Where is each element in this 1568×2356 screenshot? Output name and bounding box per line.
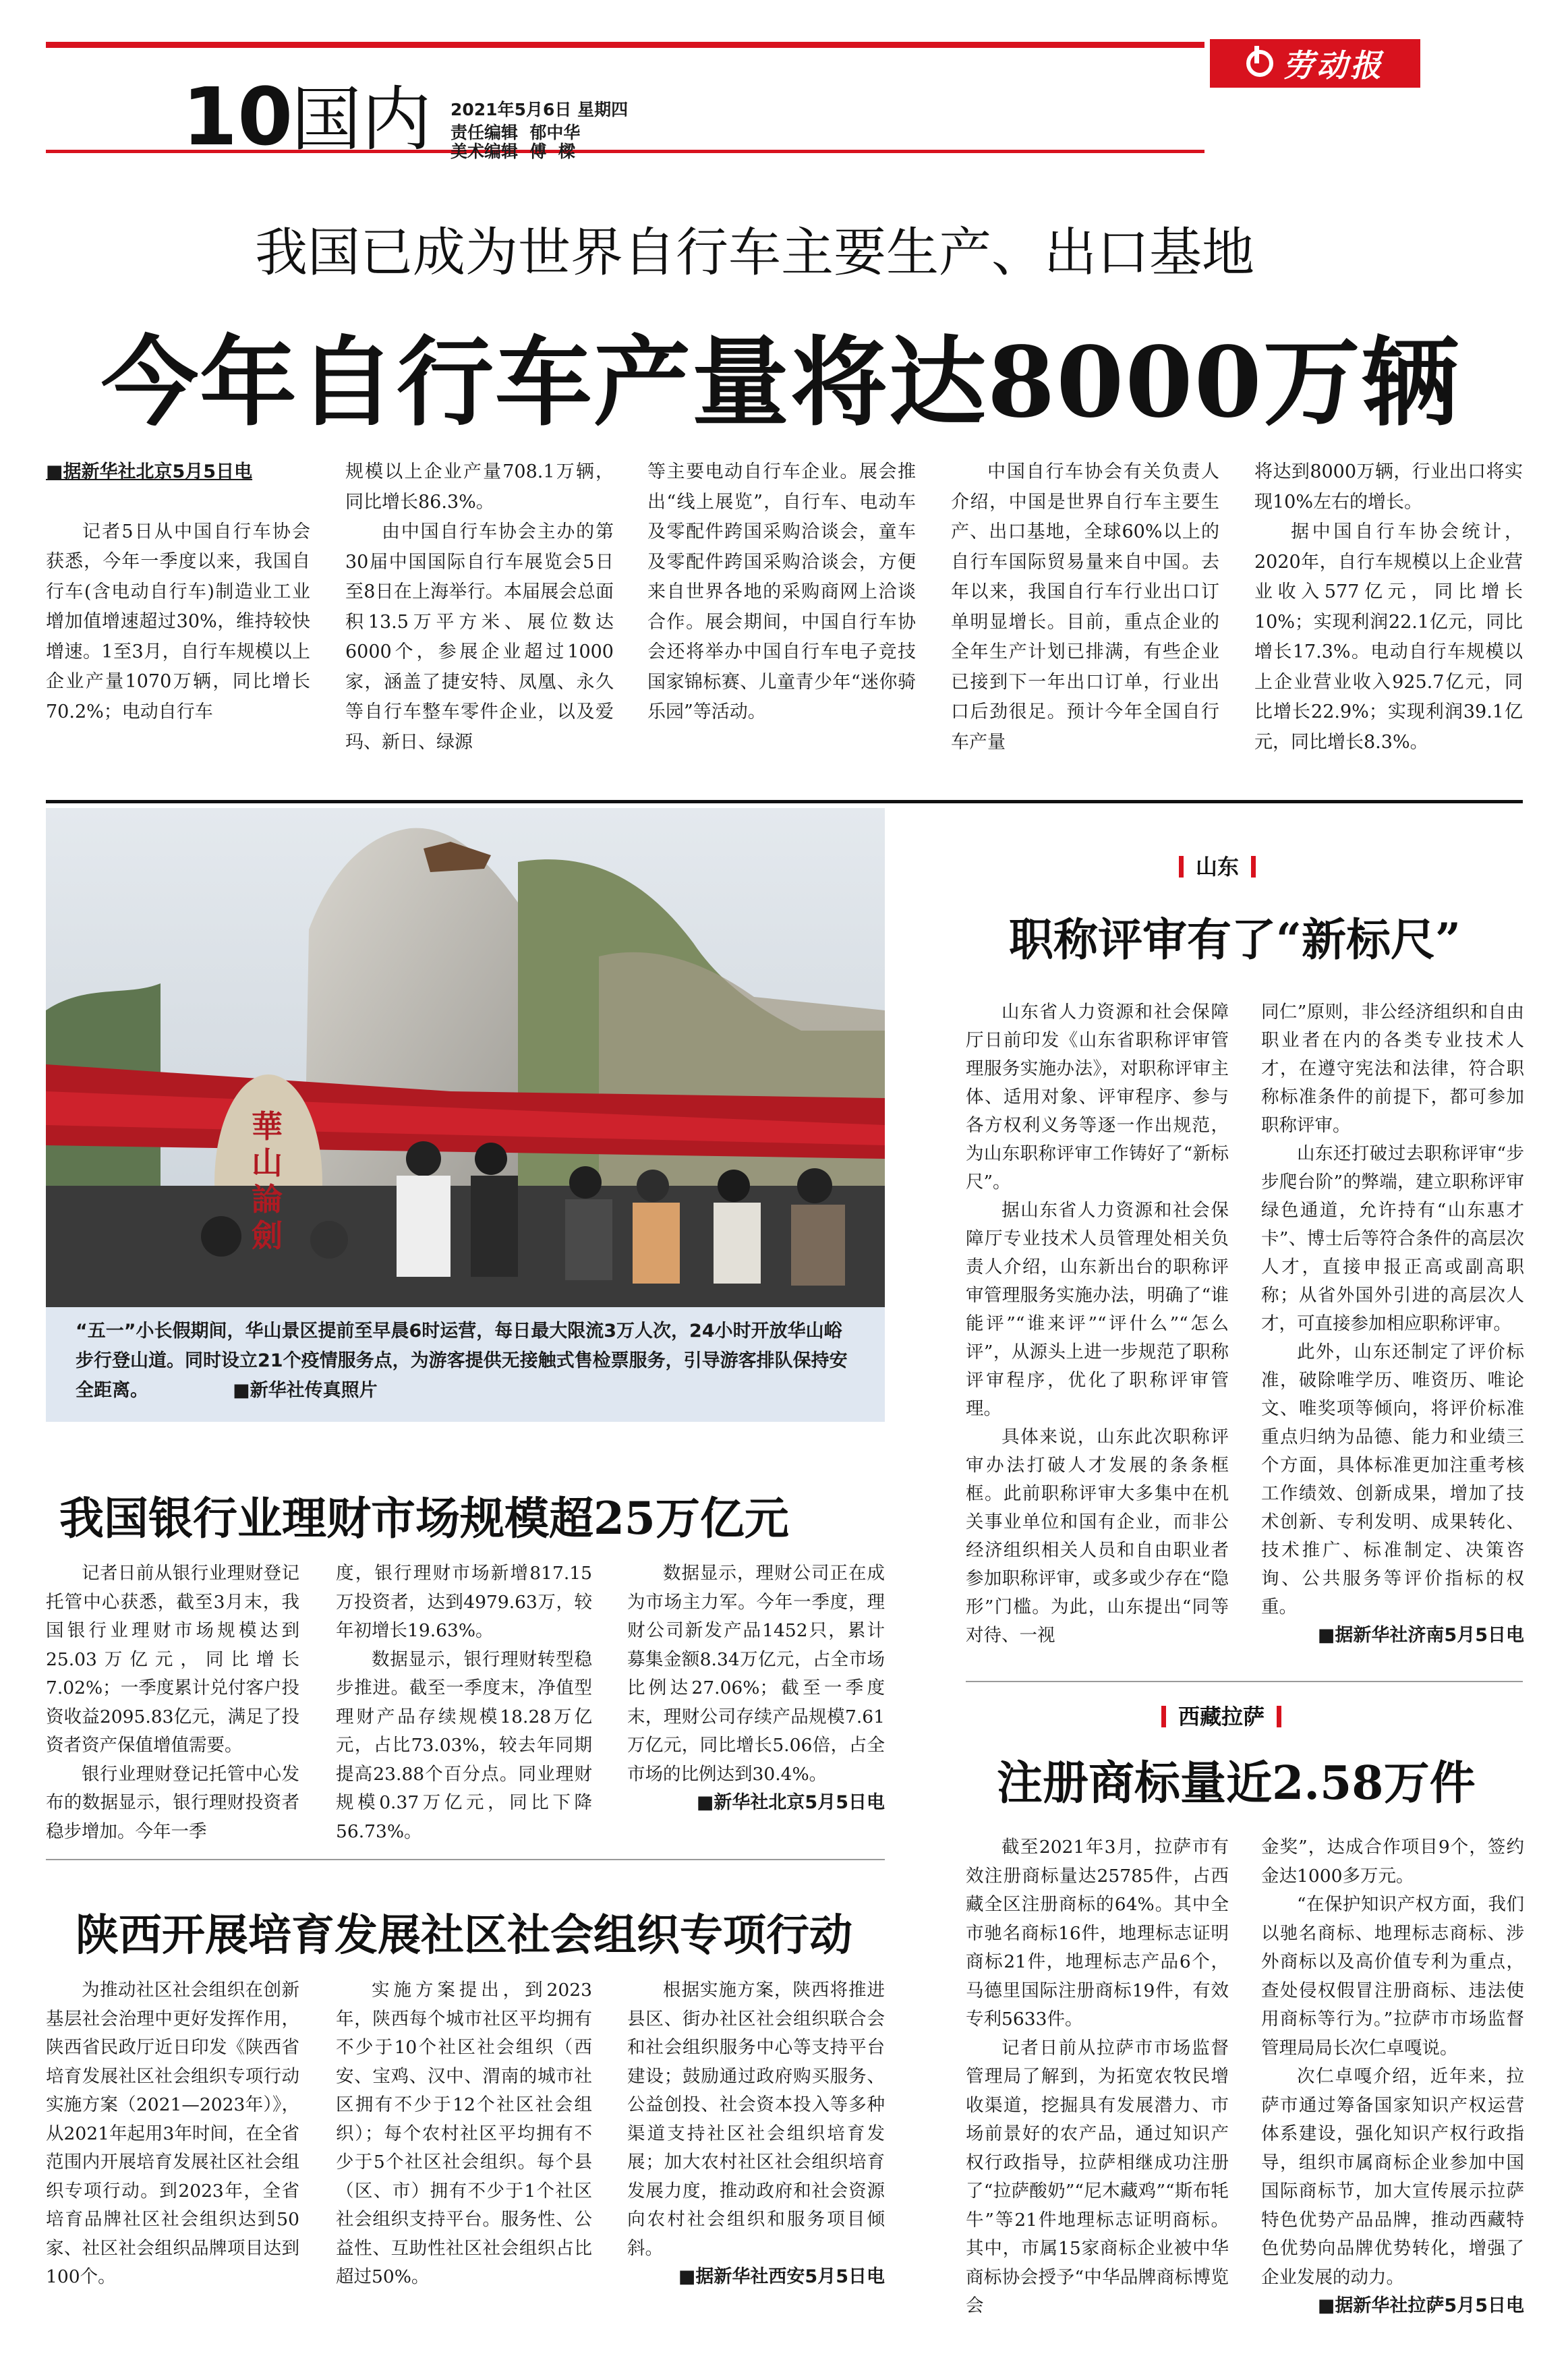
rock-inscription: 華山論劍 [252,1108,283,1254]
lhasa-col-1 [966,1833,1229,2321]
paragraph: 记者5日从中国自行车协会获悉，今年一季度以来，我国自行车(含电动自行车)制造业工业增加值增速超过30%，维持较快增速。1至3月，自行车规模以上企业产量1070万辆，同比增长70.2%；电动自行车 [46,521,310,722]
paragraph: 此外，山东还制定了评价标准，破除唯学历、唯资历、唯论文、唯奖项等倾向，将评价标准重点归纳为品德、能力和业绩三个方面，具体标准更加注重考核工作绩效、创新成果，增加了技术创新、专利发明、成果转化、技术推广、标准制定、决策咨询、公共服务等评价指标的权重。 [1261,1342,1524,1617]
section-divider [46,800,1523,803]
photo-caption [46,1307,885,1422]
lead-col-1 [46,457,310,727]
paragraph: 数据显示，银行理财转型稳步推进。截至一季度末，净值型理财产品存续规模18.28万亿元，占比73.03%，较去年同期提高23.88个百分点。同业理财规模0.37万亿元，同比下降56.73%。 [336,1648,592,1842]
left-divider [46,1859,885,1860]
paragraph: 次仁卓嘎介绍，近年来，拉萨市通过筹备国家知识产权运营体系建设，强化知识产权行政指导，组织市属商标企业参加中国国际商标节，加大宣传展示拉萨特色优势产品品牌，推动西藏特色优势向品牌优势转化，增强了企业发展的动力。 [1261,2066,1524,2288]
paragraph: 截至2021年3月，拉萨市有效注册商标量达25785件，占西藏全区注册商标的64%。其中全市驰名商标16件，地理标志证明商标21件，地理标志产品6个，马德里国际注册商标19件，有效专利5633件。 [966,1837,1229,2030]
mountain-photo-illustration [46,808,885,1307]
photo-caption-text: “五一”小长假期间，华山景区提前至早晨6时运营，每日最大限流3万人次，24小时开放华山峪步行登山道。同时设立21个疫情服务点，为游客提供无接触式售检票服务，引导游客排队保持安全距离。 [76,1321,848,1401]
right-divider [966,1681,1523,1682]
page-number: 10 [182,70,293,163]
paragraph: 具体来说，山东此次职称评审办法打破人才发展的条条框框。此前职称评审大多集中在机关事业单位和国有企业，而非公经济组织相关人员和自由职业者参加职称评审，或多或少存在“隐形”门槛。为此，山东提出“同等对待、一视 [966,1427,1229,1646]
bank-col-1 [46,1559,299,1846]
paragraph: 中国自行车协会有关负责人介绍，中国是世界自行车主要生产、出口基地，全球60%以上的自行车国际贸易量来自中国。去年以来，我国自行车行业出口订单明显增长。目前，重点企业的全年生产计划已排满，有些企业已接到下一年出口订单，行业出口后劲很足。预计今年全国自行车产量 [951,461,1219,753]
shaanxi-col-3 [627,1976,885,2292]
paragraph: 等主要电动自行车企业。展会推出“线上展览”，自行车、电动车及零配件跨国采购洽谈会，童车及零配件跨国采购洽谈会，方便来自世界各地的采购商网上洽谈合作。展会期间，中国自行车协会还将举办中国自行车电子竞技国家锦标赛、儿童青少年“迷你骑乐园”等活动。 [647,461,916,722]
tag-label: 西藏拉萨 [1178,1704,1265,1729]
paragraph: 规模以上企业产量708.1万辆，同比增长86.3%。 [345,461,614,513]
section-title: 国内 [291,78,432,161]
shandong-dateline: ■据新华社济南5月5日电 [1317,1625,1524,1646]
shandong-headline: 职称评审有了“新标尺” [1009,913,1461,966]
paragraph: 据山东省人力资源和社会保障厅专业技术人员管理处相关负责人介绍，山东新出台的职称评审管理服务实施办法，明确了“谁能评”“谁来评”“评什么”“怎么评”，从源头上进一步规范了职称评审程序，优化了职称评审管理。 [966,1200,1229,1419]
lhasa-dateline: ■据新华社拉萨5月5日电 [1317,2295,1524,2316]
bank-col-2 [336,1559,592,1846]
logo-box [1210,39,1420,88]
shaanxi-headline: 陕西开展培育发展社区社会组织专项行动 [76,1910,852,1961]
tag-bar-right [1277,1706,1281,1727]
lhasa-tag [1161,1700,1281,1731]
paragraph: 记者日前从银行业理财登记托管中心获悉，截至3月末，我国银行业理财市场规模达到25.03万亿元，同比增长7.02%；一季度累计兑付客户投资收益2095.83亿元，满足了投资者资产保值增值需要。 [46,1563,299,1756]
paragraph: 根据实施方案，陕西将推进县区、街办社区社会组织联合会和社会组织服务中心等支持平台建设；鼓励通过政府购买服务、公益创投、社会资本投入等多种渠道支持社区社会组织培育发展；加大农村社区社会组织培育发展力度，推动政府和社会资源向农村社会组织和服务项目倾斜。 [627,1980,885,2259]
paragraph: 同仁”原则，非公经济组织和自由职业者在内的各类专业技术人才，在遵守宪法和法律，符合职称标准条件的前提下，都可参加职称评审。 [1261,1002,1524,1136]
editor-line-1: 责任编辑 郁中华 [451,123,581,142]
lead-col-2 [345,457,614,757]
tag-bar-left [1179,856,1184,878]
photo [46,808,885,1307]
editor-line-2: 美术编辑 傅 樑 [451,142,575,161]
paragraph: 数据显示，理财公司正在成为市场主力军。今年一季度，理财公司新发产品1452只，累计募集金额8.34万亿元，占全市场比例达27.06%；截至一季度末，理财公司存续产品规模7.61万亿元，同比增长5.06倍，占全市场的比例达到30.4%。 [627,1563,885,1785]
paragraph: 度，银行理财市场新增817.15万投资者，达到4979.63万，较年初增长19.63%。 [336,1563,592,1641]
lead-dateline: ■据新华社北京5月5日电 [46,461,253,482]
shaanxi-col-2 [336,1976,592,2292]
lhasa-col-2 [1261,1833,1524,2321]
lead-col-5 [1254,457,1523,757]
bank-dateline: ■新华社北京5月5日电 [696,1792,885,1813]
paragraph: 金奖”，达成合作项目9个，签约金达1000多万元。 [1261,1837,1524,1887]
paragraph: 由中国自行车协会主办的第30届中国国际自行车展览会5日至8日在上海举行。本届展会总面积13.5万平方米、展位数达6000个，参展企业超过1000家，涵盖了捷安特、凤凰、永久等自行车整车零件企业，以及爱玛、新日、绿源 [345,521,614,753]
shandong-tag [1179,850,1256,881]
lead-headline: 今年自行车产量将达8000万辆 [101,325,1460,439]
shandong-col-2 [1261,998,1524,1650]
lead-col-4 [951,457,1219,757]
paragraph: 将达到8000万辆，行业出口将实现10%左右的增长。 [1254,461,1523,513]
paragraph: 记者日前从拉萨市市场监督管理局了解到，为拓宽农牧民增收渠道，挖掘具有发展潜力、市场前景好的农产品，通过知识产权行政指导，拉萨相继成功注册了“拉萨酸奶”“尼木藏鸡”“斯布牦牛”等21件地理标志证明商标。其中，市属15家商标企业被中华商标协会授予“中华品牌商标博览会 [966,2037,1229,2316]
bank-col-3 [627,1559,885,1818]
paragraph: 银行业理财登记托管中心发布的数据显示，银行理财投资者稳步增加。今年一季 [46,1763,299,1842]
logo-text: 劳动报 [1283,47,1384,84]
lead-kicker: 我国已成为世界自行车主要生产、出口基地 [255,223,1255,283]
tag-label: 山东 [1196,854,1240,880]
shandong-col-1 [966,998,1229,1650]
shaanxi-dateline: ■据新华社西安5月5日电 [678,2266,885,2287]
lead-col-3 [647,457,916,728]
paragraph: 为推动社区社会组织在创新基层社会治理中更好发挥作用，陕西省民政厅近日印发《陕西省培育发展社区社会组织专项行动实施方案（2021—2023年）》，从2021年起用3年时间，在全省范围内开展培育发展社区社会组织专项行动。到2023年，全省培育品牌社区社会组织达到50家、社区社会组织品牌项目达到100个。 [46,1980,299,2287]
paragraph: 山东省人力资源和社会保障厅日前印发《山东省职称评审管理服务实施办法》，对职称评审主体、适用对象、评审程序、参与各方权利义务等逐一作出规范，为山东职称评审工作铸好了“新标尺”。 [966,1002,1229,1193]
shaanxi-col-1 [46,1976,299,2292]
tag-bar-left [1161,1706,1166,1727]
paragraph: “在保护知识产权方面，我们以驰名商标、地理标志商标、涉外商标以及高价值专利为重点，查处侵权假冒注册商标、违法使用商标等行为。”拉萨市市场监督管理局局长次仁卓嘎说。 [1261,1894,1524,2059]
paragraph: 据中国自行车协会统计，2020年，自行车规模以上企业营业收入577亿元，同比增长10%；实现利润22.1亿元，同比增长17.3%。电动自行车规模以上企业营业收入925.7亿元，同比增长22.9%；实现利润39.1亿元，同比增长8.3%。 [1254,521,1523,753]
logo-icon [1246,50,1273,77]
paragraph: 山东还打破过去职称评审“步步爬台阶”的弊端，建立职称评审绿色通道，允许持有“山东惠才卡”、博士后等符合条件的高层次人才，直接申报正高或副高职称；从省外国外引进的高层次人才，可直接参加相应职称评审。 [1261,1143,1524,1334]
paragraph: 实施方案提出，到2023年，陕西每个城市社区平均拥有不少于10个社区社会组织（西安、宝鸡、汉中、渭南的城市社区拥有不少于12个社区社会组织）；每个农村社区平均拥有不少于5个社区社会组织。每个县（区、市）拥有不少于1个社区社会组织支持平台。服务性、公益性、互助性社区社会组织占比超过50%。 [336,1980,592,2287]
tag-bar-right [1251,856,1256,878]
photo-credit: ■新华社传真照片 [233,1380,378,1401]
issue-date: 2021年5月6日 星期四 [451,100,629,119]
top-red-rule [46,42,1204,48]
bank-headline: 我国银行业理财市场规模超25万亿元 [59,1492,789,1545]
lhasa-headline: 注册商标量近2.58万件 [997,1756,1476,1810]
